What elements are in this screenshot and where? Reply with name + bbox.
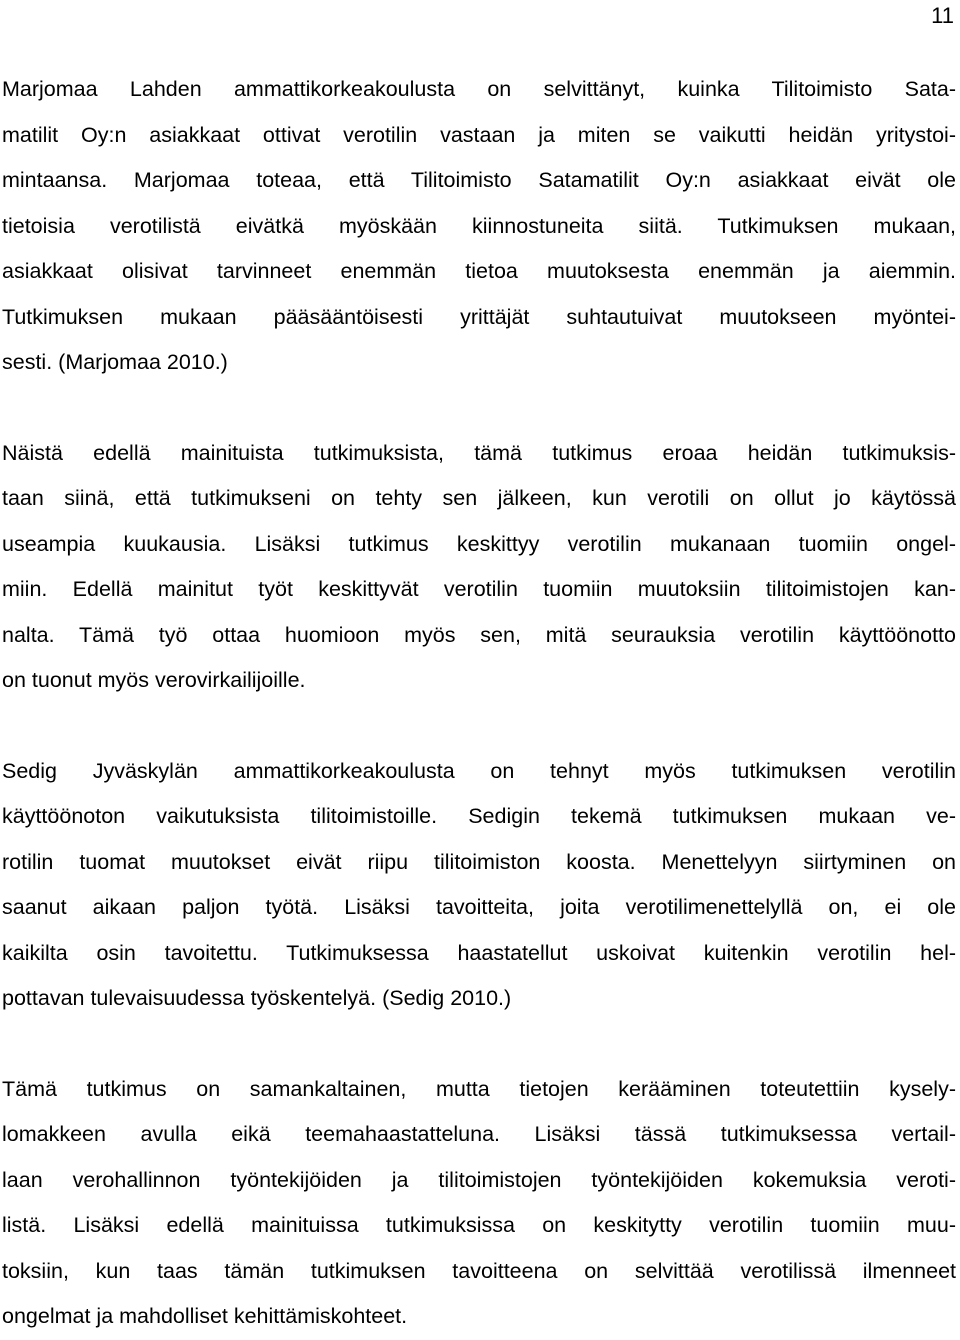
text-line: kaikilta osin tavoitettu. Tutkimuksessa haastatellut uskoivat kuitenkin verotilin hel- [2,940,956,965]
text-line: Marjomaa Lahden ammattikorkeakoulusta on selvittänyt, kuinka Tilitoimisto Sata- [2,77,956,101]
text-line: ongelmat ja mahdolliset kehittämiskohteet. [2,1304,408,1328]
text-line: useampia kuukausia. Lisäksi tutkimus keskittyy verotilin mukanaan tuomiin ongel- [2,531,956,556]
text-line: saanut aikaan paljon työtä. Lisäksi tavoitteita, joita verotilimenettelyllä on, ei ole [2,895,956,919]
text-line: on tuonut myös verovirkailijoille. [2,668,306,692]
text-line: taan siinä, että tutkimukseni on tehty sen jälkeen, kun verotili on ollut jo käytössä [2,486,956,510]
document-body [2,67,956,1340]
text-line: Sedig Jyväskylän ammattikorkeakoulusta on tehnyt myös tutkimuksen verotilin [2,758,956,783]
paragraph-sedig [2,749,956,1022]
text-line: miin. Edellä mainitut työt keskittyvät verotilin tuomiin muutoksiin tilitoimistojen kan- [2,577,956,601]
text-line: pottavan tulevaisuudessa työskentelyä. (Sedig 2010.) [2,986,512,1010]
text-line: tietoisia verotilistä eivätkä myöskään kiinnostuneita siitä. Tutkimuksen mukaan, [2,213,956,238]
text-line: toksiin, kun taas tämän tutkimuksen tavoitteena on selvittää verotilissä ilmenneet [2,1258,956,1283]
text-line: käyttöönoton vaikutuksista tilitoimistoille. Sedigin tekemä tutkimuksen mukaan ve- [2,804,956,828]
paragraph-marjomaa [2,67,956,386]
paragraph-this-study [2,1067,956,1340]
text-line: Näistä edellä mainituista tutkimuksista, tämä tutkimus eroaa heidän tutkimuksis- [2,440,956,465]
text-line: rotilin tuomat muutokset eivät riipu tilitoimiston koosta. Menettelyyn siirtyminen on [2,849,956,874]
text-line: matilit Oy:n asiakkaat ottivat verotilin vastaan ja miten se vaikutti heidän yritystoi- [2,122,956,147]
text-line: listä. Lisäksi edellä mainituissa tutkimuksissa on keskitytty verotilin tuomiin muu- [2,1213,956,1237]
paragraph-comparison [2,431,956,704]
text-line: asiakkaat olisivat tarvinneet enemmän tietoa muutoksesta enemmän ja aiemmin. [2,259,956,283]
text-line: lomakkeen avulla eikä teemahaastatteluna. Lisäksi tässä tutkimuksessa vertail- [2,1122,956,1146]
text-line: laan verohallinnon työntekijöiden ja tilitoimistojen työntekijöiden kokemuksia veroti- [2,1167,956,1192]
text-line: Tutkimuksen mukaan pääsääntöisesti yrittäjät suhtautuivat muutokseen myöntei- [2,304,956,329]
text-line: sesti. (Marjomaa 2010.) [2,350,228,374]
text-line: mintaansa. Marjomaa toteaa, että Tilitoimisto Satamatilit Oy:n asiakkaat eivät ole [2,168,956,192]
page-number: 11 [931,3,954,28]
text-line: nalta. Tämä työ ottaa huomioon myös sen, mitä seurauksia verotilin käyttöönotto [2,622,956,647]
text-line: Tämä tutkimus on samankaltainen, mutta tietojen kerääminen toteutettiin kysely- [2,1076,956,1101]
